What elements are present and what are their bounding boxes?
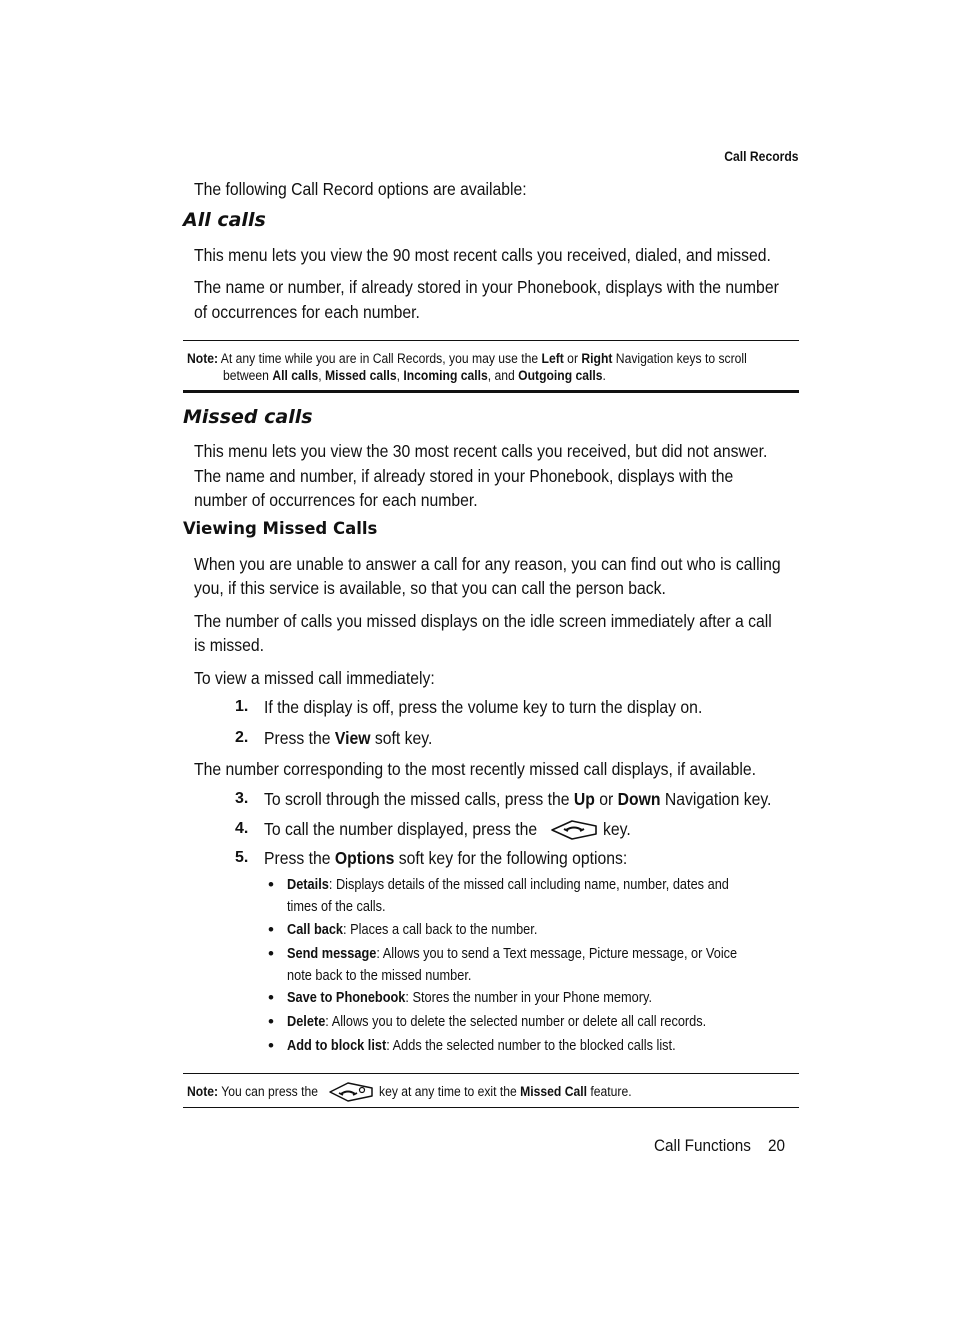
step-number: 3. (235, 790, 249, 807)
option-details-line-2: times of the calls. (287, 899, 386, 915)
step-number: 2. (235, 729, 249, 746)
note-callout-2: Note: You can press the (187, 1084, 319, 1099)
missed-calls-line-2: The name and number, if already stored in your Phonebook, displays with the (194, 466, 734, 486)
option-delete: Delete: Allows you to delete the selected number or delete all call records. (287, 1014, 707, 1030)
step-number: 1. (235, 698, 249, 715)
end-key-icon (328, 1080, 374, 1104)
footer-chapter: Call Functions (654, 1136, 751, 1155)
note-top-rule (183, 1073, 799, 1074)
step-1-text: If the display is off, press the volume key to turn the display on. (264, 697, 703, 717)
viewing-paragraph-4: The number corresponding to the most recently missed call displays, if available. (194, 759, 757, 779)
option-send-message-line-2: note back to the missed number. (287, 968, 472, 984)
bullet: • (268, 944, 274, 963)
bullet: • (268, 1036, 274, 1055)
option-save-to-phonebook: Save to Phonebook: Stores the number in your Phone memory. (287, 990, 652, 1006)
all-calls-paragraph-2-line-1: The name or number, if already stored in your Phonebook, displays with the number (194, 277, 779, 297)
option-add-to-block-list: Add to block list: Adds the selected number to the blocked calls list. (287, 1038, 676, 1054)
note-callout-line-2: between All calls, Missed calls, Incoming calls, and Outgoing calls. (223, 368, 606, 383)
step-number: 5. (235, 849, 249, 866)
missed-calls-line-3: number of occurrences for each number. (194, 490, 478, 510)
all-calls-paragraph-2-line-2: of occurrences for each number. (194, 302, 420, 322)
intro-text: The following Call Record options are available: (194, 179, 527, 199)
viewing-paragraph-1-line-1: When you are unable to answer a call for any reason, you can find out who is calling (194, 554, 781, 574)
step-5-text: Press the Options soft key for the following options: (264, 848, 628, 868)
bullet: • (268, 875, 274, 894)
note-label: Note: (187, 351, 219, 366)
option-details: Details: Displays details of the missed call including name, number, dates and (287, 877, 729, 893)
viewing-paragraph-3: To view a missed call immediately: (194, 668, 435, 688)
note-bottom-rule (183, 390, 799, 393)
option-send-message: Send message: Allows you to send a Text message, Picture message, or Voice (287, 946, 738, 962)
missed-calls-line-1: This menu lets you view the 30 most recent calls you received, but did not answer. (194, 441, 768, 461)
step-3-text: To scroll through the missed calls, press the Up or Down Navigation key. (264, 789, 772, 809)
step-4-text: To call the number displayed, press the (264, 819, 538, 839)
note-top-rule (183, 340, 799, 341)
viewing-missed-calls-heading: Viewing Missed Calls (183, 519, 378, 538)
running-header: Call Records (724, 149, 799, 164)
all-calls-paragraph-1: This menu lets you view the 90 most recent calls you received, dialed, and missed. (194, 245, 771, 265)
page-number: 20 (768, 1136, 786, 1155)
viewing-paragraph-2-line-1: The number of calls you missed displays on the idle screen immediately after a call (194, 611, 772, 631)
bullet: • (268, 988, 274, 1007)
bullet: • (268, 1012, 274, 1031)
send-key-icon (550, 818, 598, 842)
note-label: Note: (187, 1084, 219, 1099)
note-callout-line-1: Note: At any time while you are in Call Records, you may use the Left or Right Navigation keys to scroll (187, 351, 747, 366)
note-bottom-rule (183, 1107, 799, 1108)
bullet: • (268, 920, 274, 939)
all-calls-heading: All calls (183, 209, 266, 231)
option-call-back: Call back: Places a call back to the number. (287, 922, 538, 938)
missed-calls-heading: Missed calls (183, 406, 313, 428)
step-number: 4. (235, 820, 249, 837)
viewing-paragraph-2-line-2: is missed. (194, 635, 265, 655)
note-callout-2-end: key at any time to exit the Missed Call feature. (379, 1084, 632, 1099)
step-2-text: Press the View soft key. (264, 728, 433, 748)
step-4-text-end: key. (603, 819, 631, 839)
viewing-paragraph-1-line-2: you, if this service is available, so that you can call the person back. (194, 578, 666, 598)
